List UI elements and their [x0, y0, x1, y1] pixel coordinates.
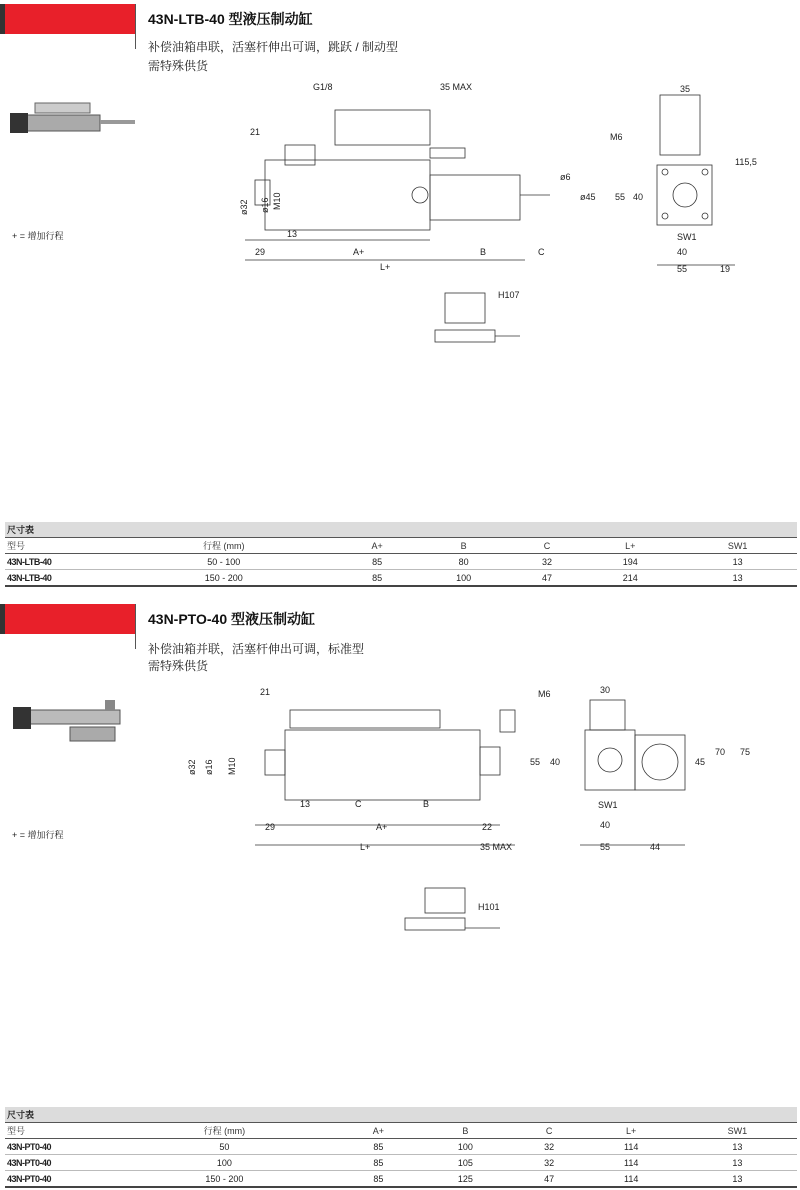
table-cell: 32: [512, 554, 583, 570]
stroke-note: + = 增加行程: [12, 830, 64, 840]
table-caption: 尺寸表: [5, 1107, 797, 1123]
dim-label: B: [423, 799, 430, 809]
dim-label: M6: [538, 689, 551, 699]
dim-label: 40: [633, 192, 644, 202]
dim-label: M10: [227, 757, 237, 775]
dim-label: 115,5: [735, 157, 757, 167]
col-header: L+: [585, 1123, 678, 1139]
symbol-label: H101: [478, 902, 500, 912]
table-cell: 13: [678, 554, 797, 570]
product-desc: 补偿油箱串联，活塞杆伸出可调，跳跃 / 制动型: [148, 40, 399, 54]
dim-label: 55: [530, 757, 541, 767]
table-cell: 100: [109, 1155, 340, 1171]
col-header: 型号: [5, 538, 109, 554]
dimension-drawing-1: [235, 80, 775, 280]
dim-label: 30: [600, 685, 611, 695]
table-cell: 43N-PT0-40: [5, 1139, 109, 1155]
col-header: C: [514, 1123, 585, 1139]
dim-label: 40: [550, 757, 561, 767]
table-cell: 85: [340, 1171, 417, 1188]
dim-label: 40: [677, 247, 688, 257]
dim-label: A+: [353, 247, 365, 257]
section-marker: [0, 4, 135, 34]
dim-label: 13: [287, 229, 298, 239]
dim-label: 35: [680, 84, 691, 94]
dim-label: 45: [695, 757, 706, 767]
table-cell: 150 - 200: [109, 570, 339, 587]
dim-label: ø32: [187, 759, 197, 775]
table-row: [5, 554, 797, 570]
dim-label: 35 MAX: [440, 82, 473, 92]
dim-label: 22: [482, 822, 493, 832]
dim-label: 44: [650, 842, 661, 852]
divider: [135, 4, 136, 49]
table-row: [5, 1139, 797, 1155]
table-cell: 47: [514, 1171, 585, 1188]
table-cell: 32: [514, 1139, 585, 1155]
product-supply: 需特殊供货: [148, 59, 209, 73]
dim-label: M6: [610, 132, 623, 142]
col-header: B: [416, 538, 512, 554]
table-cell: 13: [678, 570, 797, 587]
product-title: 43N-PTO-40 型液压制动缸: [148, 611, 315, 627]
table-cell: 85: [339, 554, 416, 570]
col-header: L+: [582, 538, 678, 554]
col-header: 型号: [5, 1123, 109, 1139]
dim-label: 55: [600, 842, 611, 852]
dim-label: 75: [740, 747, 751, 757]
product-photo: [5, 95, 140, 145]
table-row: [5, 1171, 797, 1188]
col-header: A+: [340, 1123, 417, 1139]
table-cell: 150 - 200: [109, 1171, 340, 1188]
symbol-label: H107: [498, 290, 520, 300]
table-cell: 85: [340, 1155, 417, 1171]
table-cell: 32: [514, 1155, 585, 1171]
dim-label: C: [355, 799, 362, 809]
dim-label: 70: [715, 747, 726, 757]
dim-label: ø16: [260, 197, 270, 213]
dim-label: 29: [265, 822, 276, 832]
col-header: C: [512, 538, 583, 554]
table-cell: 194: [582, 554, 678, 570]
table-caption: 尺寸表: [5, 522, 797, 538]
dim-label: ø6: [560, 172, 571, 182]
table-cell: 13: [678, 1155, 797, 1171]
product-supply: 需特殊供货: [148, 659, 209, 673]
table-cell: 125: [417, 1171, 513, 1188]
dimension-table-2: [5, 1107, 797, 1188]
table-cell: 100: [417, 1139, 513, 1155]
col-header: SW1: [678, 1123, 797, 1139]
stroke-note: + = 增加行程: [12, 231, 64, 241]
table-cell: 114: [585, 1155, 678, 1171]
dim-label: B: [480, 247, 487, 257]
table-cell: 50 - 100: [109, 554, 339, 570]
dim-label: SW1: [598, 800, 618, 810]
dim-label: L+: [380, 262, 391, 272]
table-cell: 43N-LTB-40: [5, 554, 109, 570]
table-cell: 214: [582, 570, 678, 587]
col-header: 行程 (mm): [109, 1123, 340, 1139]
table-cell: 13: [678, 1171, 797, 1188]
dim-label: 21: [250, 127, 261, 137]
table-cell: 50: [109, 1139, 340, 1155]
table-cell: 114: [585, 1171, 678, 1188]
col-header: SW1: [678, 538, 797, 554]
dim-label: 40: [600, 820, 611, 830]
table-cell: 114: [585, 1139, 678, 1155]
dimension-table-1: [5, 522, 797, 587]
dim-label: 55: [677, 264, 688, 274]
table-cell: 43N-PT0-40: [5, 1155, 109, 1171]
dim-label: ø16: [204, 759, 214, 775]
table-cell: 85: [340, 1139, 417, 1155]
hydraulic-symbol-2: [400, 880, 510, 940]
table-row: [5, 1155, 797, 1171]
table-cell: 47: [512, 570, 583, 587]
table-cell: 43N-PT0-40: [5, 1171, 109, 1188]
dim-label: M10: [272, 192, 282, 210]
dim-label: ø45: [580, 192, 596, 202]
dimension-drawing-2: [180, 685, 780, 855]
divider: [135, 604, 136, 649]
product-title: 43N-LTB-40 型液压制动缸: [148, 11, 313, 27]
col-header: A+: [339, 538, 416, 554]
table-cell: 80: [416, 554, 512, 570]
table-cell: 43N-LTB-40: [5, 570, 109, 587]
product-desc: 补偿油箱并联，活塞杆伸出可调，标准型: [148, 642, 365, 656]
product-photo: [5, 695, 140, 750]
dim-label: L+: [360, 842, 371, 852]
col-header: B: [417, 1123, 513, 1139]
dim-label: 29: [255, 247, 266, 257]
table-cell: 100: [416, 570, 512, 587]
section-marker: [0, 604, 135, 634]
dim-label: 19: [720, 264, 731, 274]
table-cell: 105: [417, 1155, 513, 1171]
table-cell: 85: [339, 570, 416, 587]
dim-label: ø32: [239, 199, 249, 215]
dim-label: C: [538, 247, 545, 257]
dim-label: 35 MAX: [480, 842, 513, 852]
dim-label: SW1: [677, 232, 697, 242]
dim-label: 21: [260, 687, 271, 697]
dim-label: 13: [300, 799, 311, 809]
hydraulic-symbol-1: [420, 288, 530, 353]
dim-label: G1/8: [313, 82, 333, 92]
col-header: 行程 (mm): [109, 538, 339, 554]
table-row: [5, 570, 797, 587]
table-cell: 13: [678, 1139, 797, 1155]
dim-label: 55: [615, 192, 626, 202]
dim-label: A+: [376, 822, 388, 832]
